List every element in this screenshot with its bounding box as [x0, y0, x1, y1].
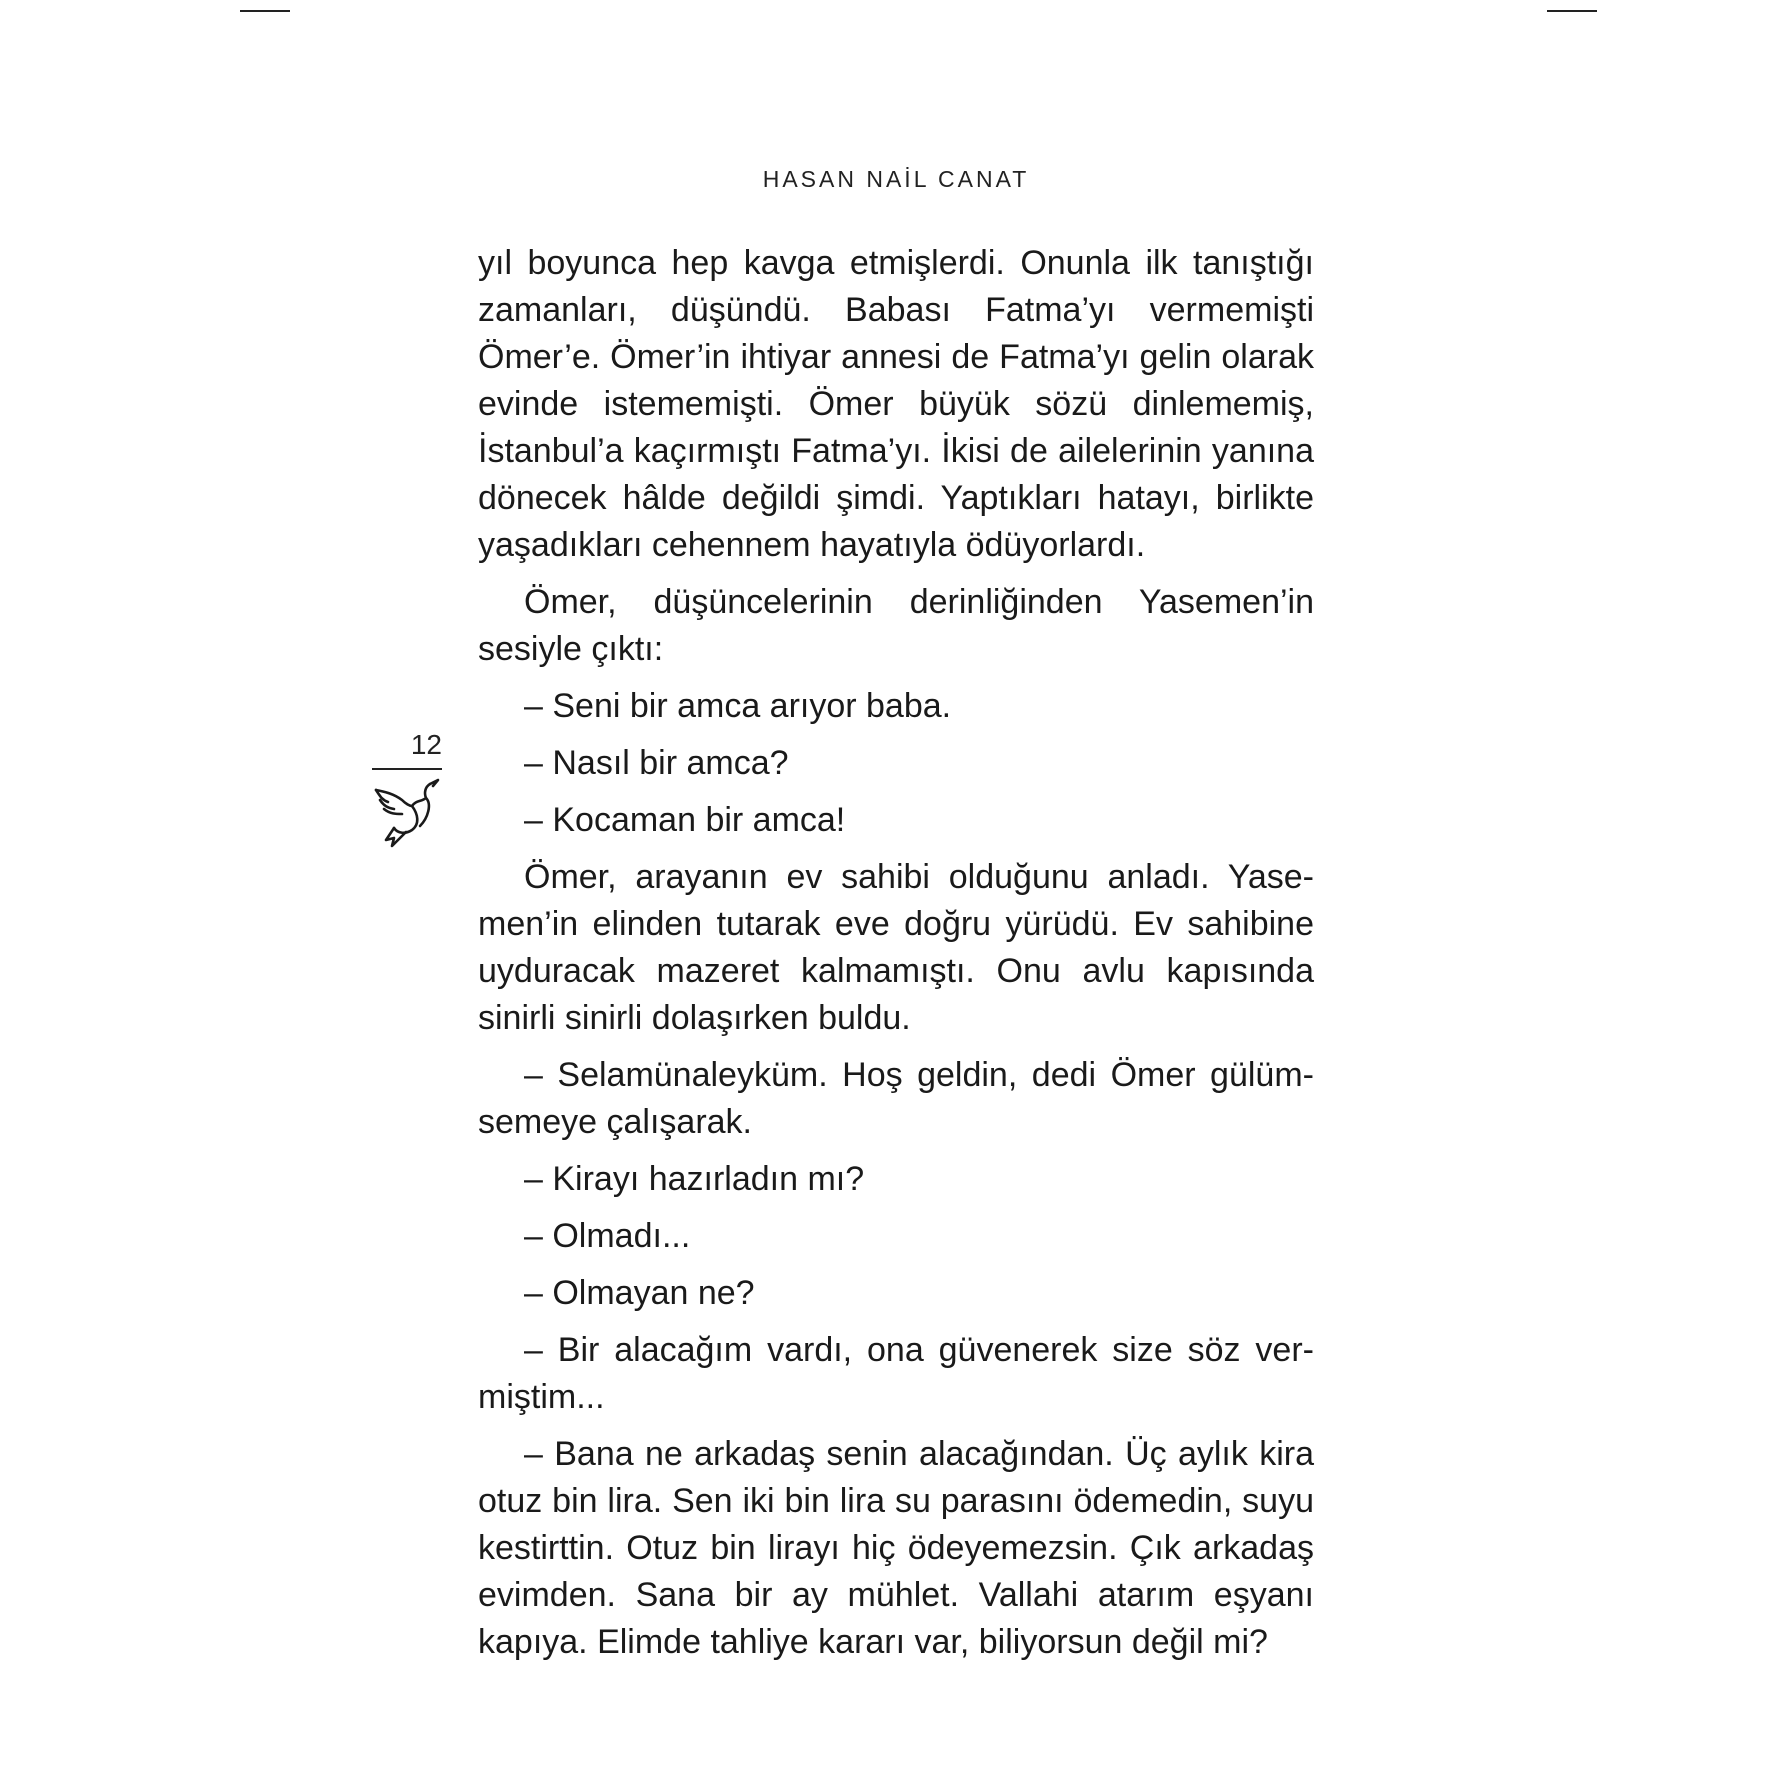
dove-icon	[372, 776, 444, 850]
dialogue-line: – Seni bir amca arıyor baba.	[524, 687, 952, 725]
crop-mark-left	[240, 10, 290, 12]
body-text	[478, 240, 1314, 1676]
dialogue-line: – Olmadı...	[524, 1217, 691, 1255]
crop-mark-right	[1547, 10, 1597, 12]
dialogue-line: – Nasıl bir amca?	[524, 744, 789, 782]
dialogue-line: – Selamünaleyküm. Hoş geldin, dedi Ömer gülümsemeye çalışarak.	[478, 1056, 1314, 1141]
page-number: 12	[410, 729, 442, 760]
folio-rule	[372, 768, 442, 770]
dialogue-line: – Bana ne arkadaş senin alacağından. Üç aylık kira otuz bin lira. Sen iki bin lira su parasını ödemedin, suyu kestirttin. Otuz bin lirayı hiç ödeyemezsin. Çık arkadaş evimden. Sana bir ay mühlet. Vallahi atarım eşyanı kapıya. Elimde tahliye kararı var, biliyorsun değil mi?	[478, 1435, 1314, 1661]
paragraph: yıl boyunca hep kavga etmişlerdi. Onunla ilk tanıştığı zamanları, düşündü. Babası Fatma’yı vermemişti Ömer’e. Ömer’in ihtiyar annesi de Fatma’yı gelin olarak evinde istememişti. Ömer büyük sözü dinlememiş, İstanbul’a kaçırmıştı Fatma’yı. İkisi de ailelerinin yanına dönecek hâlde değildi şimdi. Yaptıkları hatayı, birlikte yaşadıkları cehennem hayatıyla ödüyorlardı.	[478, 244, 1314, 564]
dialogue-line: – Kocaman bir amca!	[524, 801, 846, 839]
paragraph: Ömer, düşüncelerinin derinliğinden Yasemen’in sesiyle çıktı:	[478, 583, 1314, 668]
dialogue-line: – Olmayan ne?	[524, 1274, 755, 1312]
running-head-author: HASAN NAİL CANAT	[762, 166, 1030, 192]
dialogue-line: – Kirayı hazırladın mı?	[524, 1160, 865, 1198]
dialogue-line: – Bir alacağım vardı, ona güvenerek size söz vermiştim...	[478, 1331, 1314, 1416]
paragraph: Ömer, arayanın ev sahibi olduğunu anladı. Yasemen’in elinden tutarak eve doğru yürüdü. Ev sahibine uyduracak mazeret kalmamıştı. Onu avlu kapısında sinirli sinirli dolaşırken buldu.	[478, 858, 1314, 1037]
